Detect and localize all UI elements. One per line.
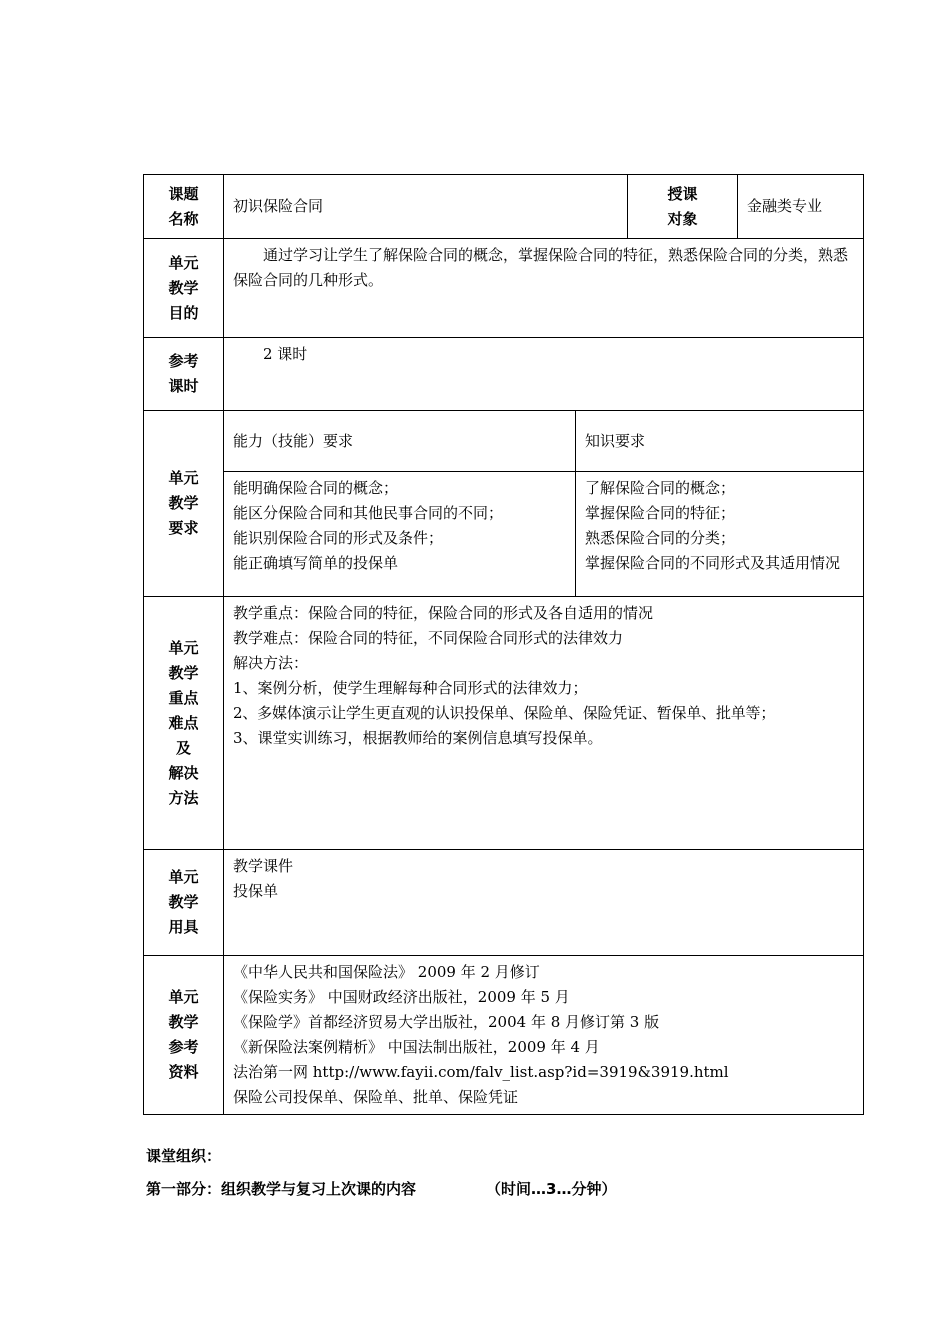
reference-line: 《保险实务》 中国财政经济出版社，2009 年 5 月 xyxy=(233,988,570,1006)
key-point-line: 解决方法： xyxy=(233,654,309,672)
knowledge-item: 掌握保险合同的不同形式及其适用情况 xyxy=(585,554,841,572)
reference-line: 《中华人民共和国保险法》 2009 年 2 月修订 xyxy=(233,963,540,981)
audience-label: 授课 对象 xyxy=(628,175,738,239)
knowledge-item: 掌握保险合同的特征； xyxy=(585,504,736,522)
tools-label: 单元 教学 用具 xyxy=(144,850,224,956)
class-organization-heading: 课堂组织： xyxy=(146,1147,222,1165)
knowledge-header: 知识要求 xyxy=(576,411,864,472)
reference-line: 《保险学》首都经济贸易大学出版社，2004 年 8 月修订第 3 版 xyxy=(233,1013,660,1031)
row-key-points xyxy=(144,597,864,850)
part-one-heading xyxy=(146,1178,616,1199)
part-one-time: （时间…3…分钟） xyxy=(486,1180,617,1198)
references-label: 单元 教学 参考 资料 xyxy=(144,956,224,1115)
audience-value: 金融类专业 xyxy=(738,175,864,239)
row-references xyxy=(144,956,864,1115)
knowledge-item: 熟悉保险合同的分类； xyxy=(585,529,736,547)
ability-item: 能区分保险合同和其他民事合同的不同； xyxy=(233,504,504,522)
references-content xyxy=(224,956,864,1115)
key-point-line: 教学重点：保险合同的特征，保险合同的形式及各自适用的情况 xyxy=(233,604,654,622)
key-points-label: 单元 教学 重点 难点 及 解决 方法 xyxy=(144,597,224,850)
tools-content xyxy=(224,850,864,956)
key-point-line: 1、案例分析，使学生理解每种合同形式的法律效力； xyxy=(233,679,588,697)
reference-line: 法治第一网 http://www.fayii.com/falv_list.asp?id=3919&3919.html xyxy=(233,1063,729,1081)
row-requirements-items xyxy=(144,472,864,597)
course-name-label: 课题 名称 xyxy=(144,175,224,239)
ability-items xyxy=(224,472,576,597)
key-point-line: 2、多媒体演示让学生更直观的认识投保单、保险单、保险凭证、暂保单、批单等； xyxy=(233,704,776,722)
row-requirements-header xyxy=(144,411,864,472)
ability-item: 能正确填写简单的投保单 xyxy=(233,554,399,572)
key-points-content xyxy=(224,597,864,850)
lesson-plan-table xyxy=(143,174,864,1115)
row-hours xyxy=(144,338,864,411)
ability-item: 能明确保险合同的概念； xyxy=(233,479,399,497)
requirements-label: 单元 教学 要求 xyxy=(144,411,224,597)
objectives-label: 单元 教学 目的 xyxy=(144,239,224,338)
key-point-line: 教学难点：保险合同的特征，不同保险合同形式的法律效力 xyxy=(233,629,624,647)
row-objectives xyxy=(144,239,864,338)
row-tools xyxy=(144,850,864,956)
hours-label: 参考 课时 xyxy=(144,338,224,411)
hours-text: 2 课时 xyxy=(224,338,864,411)
reference-line: 保险公司投保单、保险单、批单、保险凭证 xyxy=(233,1088,519,1106)
tool-line: 投保单 xyxy=(233,882,279,900)
knowledge-items xyxy=(576,472,864,597)
objectives-text: 通过学习让学生了解保险合同的概念，掌握保险合同的特征，熟悉保险合同的分类，熟悉保险合同的几种形式。 xyxy=(224,239,864,338)
knowledge-item: 了解保险合同的概念； xyxy=(585,479,736,497)
reference-line: 《新保险法案例精析》 中国法制出版社，2009 年 4 月 xyxy=(233,1038,600,1056)
ability-header: 能力（技能）要求 xyxy=(224,411,576,472)
row-course-name xyxy=(144,175,864,239)
key-point-line: 3、课堂实训练习，根据教师给的案例信息填写投保单。 xyxy=(233,729,603,747)
course-name-value: 初识保险合同 xyxy=(224,175,628,239)
tool-line: 教学课件 xyxy=(233,857,294,875)
ability-item: 能识别保险合同的形式及条件； xyxy=(233,529,444,547)
part-one-title: 第一部分：组织教学与复习上次课的内容 xyxy=(146,1180,417,1198)
